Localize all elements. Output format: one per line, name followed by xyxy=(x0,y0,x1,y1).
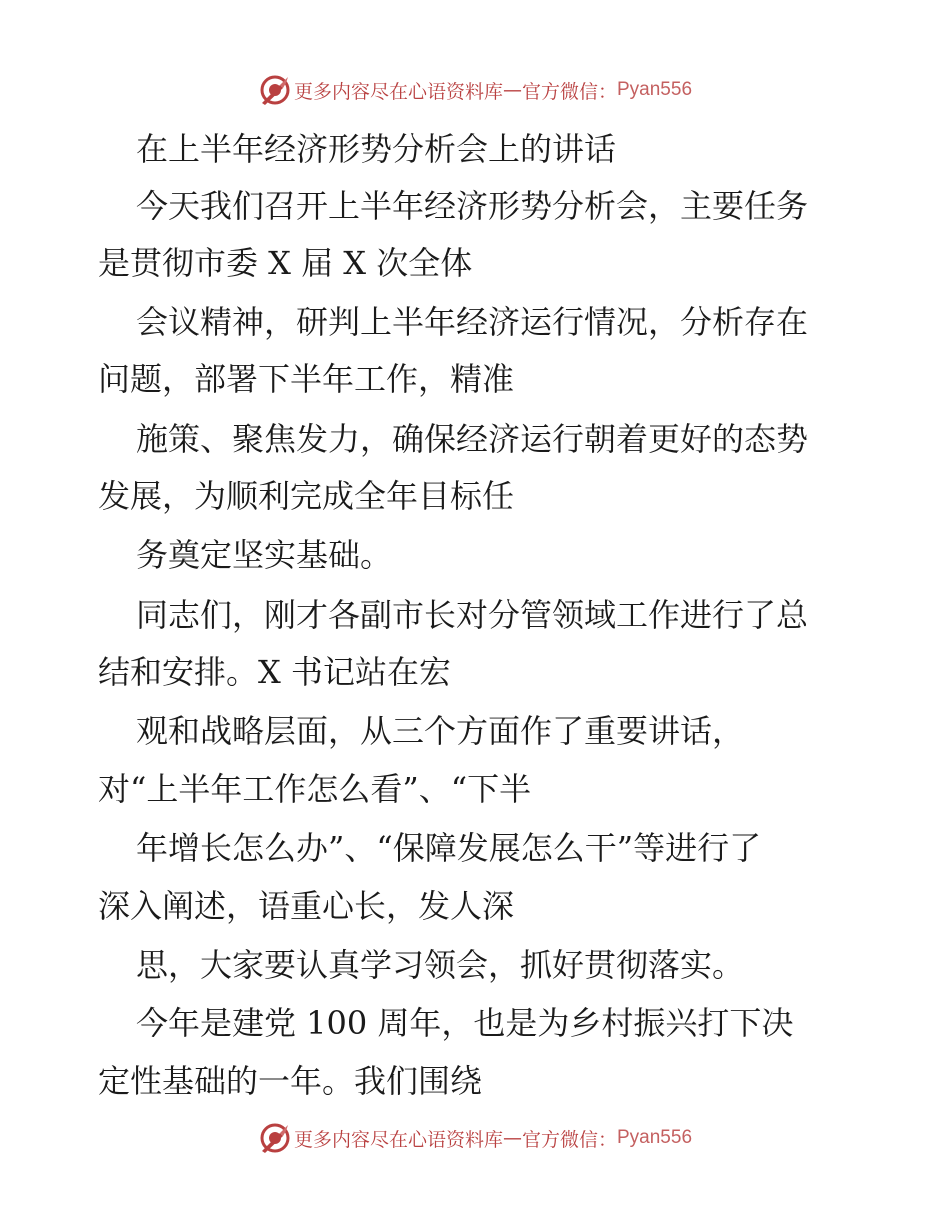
paragraph-line: 定性基础的一年。我们围绕 xyxy=(98,1062,483,1100)
quill-logo-icon xyxy=(258,73,292,107)
footer-watermark xyxy=(0,1118,950,1158)
footer-dash: — xyxy=(502,1127,522,1149)
paragraph-line: 结和安排。X 书记站在宏 xyxy=(98,653,451,691)
header-official-label: 官方微信： xyxy=(521,80,617,103)
paragraph-line: 对“上半年工作怎么看”、“下半 xyxy=(98,770,532,808)
footer-promo-text: 更多内容尽在心语资料库 xyxy=(293,1128,503,1151)
paragraph-line: 同志们，刚才各副市长对分管领域工作进行了总 xyxy=(136,596,809,634)
paragraph-line: 会议精神，研判上半年经济运行情况，分析存在 xyxy=(136,303,809,341)
paragraph-line: 问题，部署下半年工作，精准 xyxy=(98,360,515,398)
header-dash: — xyxy=(502,79,522,101)
document-title: 在上半年经济形势分析会上的讲话 xyxy=(136,130,617,168)
paragraph-line: 深入阐述，语重心长，发人深 xyxy=(98,887,515,925)
header-wechat-id: Pyan556 xyxy=(617,79,693,100)
paragraph-line: 观和战略层面，从三个方面作了重要讲话， xyxy=(136,712,745,750)
paragraph-line: 发展，为顺利完成全年目标任 xyxy=(98,477,515,515)
paragraph-line: 今天我们召开上半年经济形势分析会，主要任务 xyxy=(136,187,809,225)
header-promo-text: 更多内容尽在心语资料库 xyxy=(293,80,503,103)
paragraph-line: 思，大家要认真学习领会，抓好贯彻落实。 xyxy=(136,946,745,984)
paragraph-line: 是贯彻市委 X 届 X 次全体 xyxy=(98,244,473,282)
paragraph-line: 年增长怎么办”、“保障发展怎么干”等进行了 xyxy=(136,829,762,867)
paragraph-line: 施策、聚焦发力，确保经济运行朝着更好的态势 xyxy=(136,420,809,458)
footer-wechat-id: Pyan556 xyxy=(617,1127,693,1148)
paragraph-line: 务奠定坚实基础。 xyxy=(136,536,393,574)
quill-logo-icon xyxy=(258,1121,292,1155)
paragraph-line: 今年是建党 100 周年，也是为乡村振兴打下决 xyxy=(136,1004,794,1042)
footer-official-label: 官方微信： xyxy=(521,1128,617,1151)
header-watermark xyxy=(0,70,950,110)
